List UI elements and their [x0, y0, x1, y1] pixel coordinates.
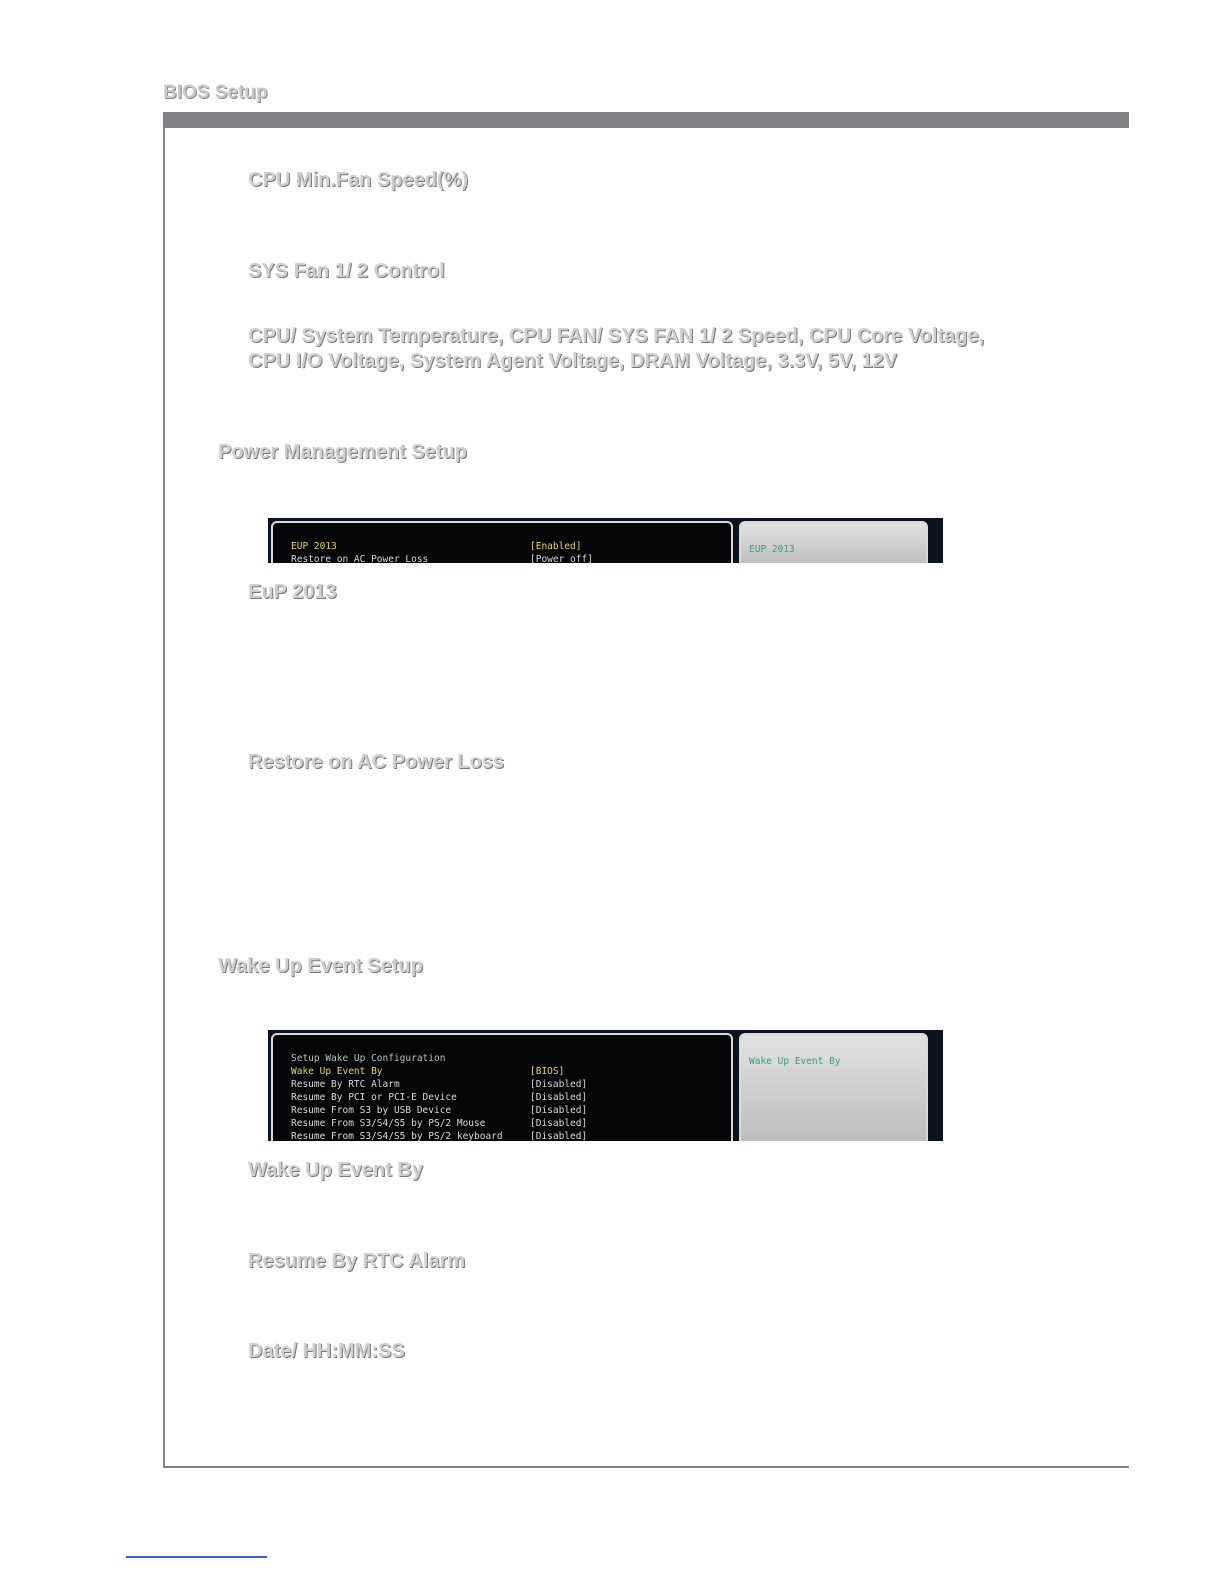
section-heading-wake-up-event: Wake Up Event Setup — [218, 955, 423, 977]
bios-screenshot-wake — [268, 1030, 943, 1141]
bios-row-value: [Enabled] — [530, 541, 582, 552]
bios-row-label: Resume From S3/S4/S5 by PS/2 keyboard — [291, 1131, 503, 1141]
bios-row-label: EUP 2013 — [291, 541, 337, 552]
hardware-readings — [248, 324, 984, 374]
bios-row[interactable] — [291, 1079, 711, 1092]
item-heading-resume-by-rtc-alarm: Resume By RTC Alarm — [248, 1250, 466, 1272]
readings-line-2: CPU I/O Voltage, System Agent Voltage, DRAM Voltage, 3.3V, 5V, 12V — [248, 350, 898, 372]
bios-row[interactable] — [291, 1092, 711, 1105]
bios-row[interactable] — [291, 1066, 711, 1079]
bios-row-value: [BIOS] — [530, 1066, 565, 1077]
bios-help-panel — [739, 1033, 928, 1141]
bios-row[interactable] — [291, 1131, 711, 1141]
bios-row-label: Resume By PCI or PCI-E Device — [291, 1092, 457, 1103]
bios-row-label: Resume From S3/S4/S5 by PS/2 Mouse — [291, 1118, 486, 1129]
bios-row[interactable] — [291, 1118, 711, 1131]
item-heading-date-time: Date/ HH:MM:SS — [248, 1340, 405, 1362]
bios-row[interactable] — [291, 1105, 711, 1118]
running-header: BIOS Setup — [163, 82, 268, 103]
item-heading-wake-up-event-by: Wake Up Event By — [248, 1159, 423, 1181]
bios-row-value: [Disabled] — [530, 1131, 588, 1141]
bios-row-value: [Disabled] — [530, 1092, 588, 1103]
left-margin-rule — [163, 112, 165, 1468]
bios-row-label: Wake Up Event By — [291, 1066, 383, 1077]
item-heading-eup-2013: EuP 2013 — [248, 581, 337, 603]
section-heading-power-management: Power Management Setup — [218, 441, 467, 463]
item-heading-restore-ac-power-loss: Restore on AC Power Loss — [248, 751, 504, 773]
bios-row[interactable] — [291, 541, 711, 554]
footer-rule — [126, 1556, 267, 1558]
bios-row-value: [Disabled] — [530, 1118, 588, 1129]
bios-help-panel — [739, 521, 928, 563]
readings-line-1: CPU/ System Temperature, CPU FAN/ SYS FAN 1/ 2 Speed, CPU Core Voltage, — [248, 325, 985, 347]
bottom-rule — [163, 1466, 1129, 1468]
bios-help-text: Wake Up Event By — [749, 1056, 841, 1067]
bios-row[interactable] — [291, 554, 711, 563]
header-bar — [163, 112, 1129, 128]
item-heading-sys-fan-control: SYS Fan 1/ 2 Control — [248, 260, 445, 282]
item-heading-cpu-min-fan-speed: CPU Min.Fan Speed(%) — [248, 169, 469, 191]
bios-row-label: Restore on AC Power Loss — [291, 554, 429, 563]
bios-row-value: [Disabled] — [530, 1105, 588, 1116]
bios-config-title — [291, 1053, 711, 1066]
bios-row-value: [Disabled] — [530, 1079, 588, 1090]
bios-settings-panel — [271, 1033, 733, 1141]
bios-screenshot-power — [268, 518, 943, 563]
bios-config-title-text: Setup Wake Up Configuration — [291, 1053, 446, 1064]
bios-help-text: EUP 2013 — [749, 544, 795, 555]
bios-row-label: Resume From S3 by USB Device — [291, 1105, 452, 1116]
bios-row-value: [Power off] — [530, 554, 593, 563]
bios-settings-panel — [271, 521, 733, 563]
bios-row-label: Resume By RTC Alarm — [291, 1079, 400, 1090]
